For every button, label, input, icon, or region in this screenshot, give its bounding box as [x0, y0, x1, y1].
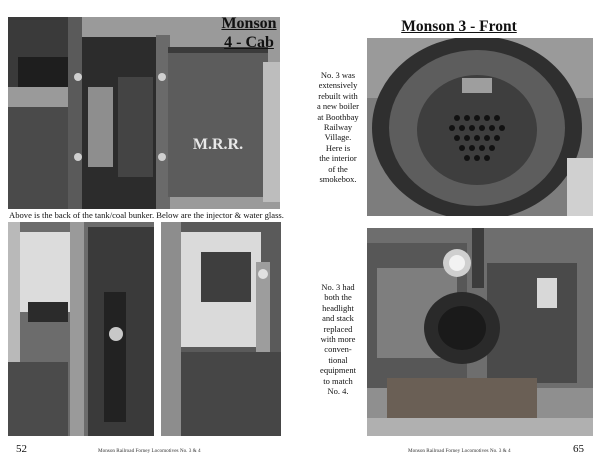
right-page-footer: Monson Railroad Forney Locomotives No. 3 & 4 — [408, 448, 511, 454]
right-page-title: Monson 3 - Front — [401, 18, 517, 35]
locomotive-front-caption: No. 3 had both the headlight and stack replaced with more conven- tional equipment to match No. 4. — [320, 282, 356, 397]
left-page-number: 52 — [16, 443, 27, 455]
locomotive-front-photo — [367, 228, 593, 436]
page-gutter — [299, 0, 301, 464]
svg-text:M.R.R.: M.R.R. — [192, 136, 244, 153]
left-title-line1: Monson — [221, 15, 277, 32]
left-page-title — [213, 14, 285, 52]
smokebox-photo — [367, 38, 593, 216]
left-page-caption: Above is the back of the tank/coal bunker. Below are the injector & water glass. — [9, 210, 284, 220]
injector-photo — [8, 222, 154, 436]
right-page-number: 65 — [573, 443, 584, 455]
smokebox-caption: No. 3 was extensively rebuilt with a new boiler at Boothbay Railway Village. Here is the interior of the smokebox. — [316, 70, 359, 185]
left-title-line2: 4 - Cab — [224, 34, 274, 51]
water-glass-photo — [161, 222, 281, 436]
left-page-footer: Monson Railroad Forney Locomotives No. 3 & 4 — [98, 448, 201, 454]
